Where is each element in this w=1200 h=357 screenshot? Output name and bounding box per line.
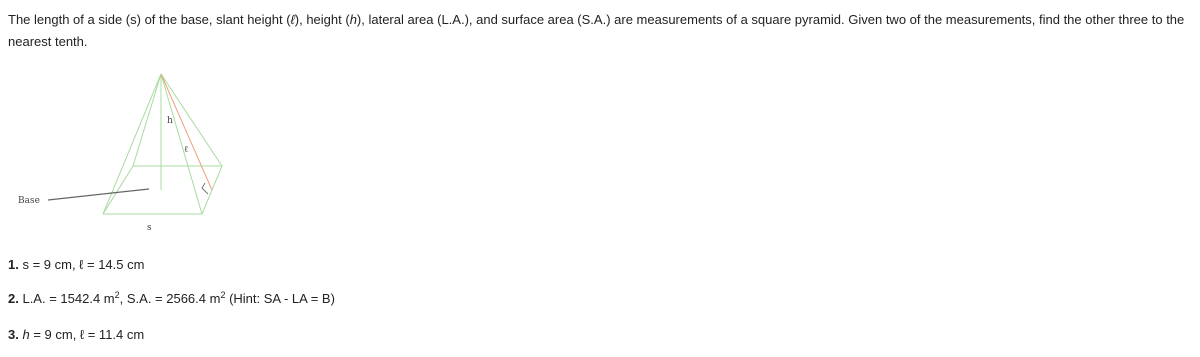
slant-ell-label: ℓ (184, 145, 189, 155)
exponent: 2 (220, 290, 226, 300)
side-s-label: s (147, 223, 152, 233)
lateral-edge-back-left (133, 74, 161, 166)
intro-text-2: ), height ( (294, 12, 350, 27)
problem-number: 3. (8, 327, 19, 342)
instructions-paragraph (8, 9, 1194, 53)
problem-number: 2. (8, 291, 19, 306)
pyramid-diagram (8, 68, 248, 238)
problem-1 (8, 256, 144, 274)
height-symbol: h (349, 12, 357, 27)
lateral-area-text: L.A. = 1542.4 m (22, 291, 115, 306)
exponent: 2 (114, 290, 120, 300)
slant-height-line (161, 74, 212, 190)
height-h-label: h (167, 116, 173, 126)
base-left-back-edge (103, 166, 133, 214)
slant-height-symbol: ℓ (290, 12, 295, 27)
problem-2 (8, 290, 335, 308)
base-pointer-line (48, 189, 149, 200)
base-label: Base (18, 196, 40, 206)
problem-3 (8, 326, 144, 344)
surface-area-text: , S.A. = 2566.4 m (119, 291, 221, 306)
intro-text-1: The length of a side (s) of the base, slant height ( (8, 12, 291, 27)
problem-number: 1. (8, 257, 19, 272)
square-pyramid-figure (8, 68, 248, 238)
problem-text: s = 9 cm, ℓ = 14.5 cm (22, 257, 145, 272)
intro-text-3: ), lateral area (L.A.), and surface area (S.A.) are measurements of a square pyramid. Given two of the measurements, find the other three to the nearest tenth. (8, 12, 1185, 49)
height-symbol: h (22, 327, 30, 342)
right-angle-mark (202, 183, 208, 194)
problem-text: = 9 cm, ℓ = 11.4 cm (29, 327, 145, 342)
hint-text: (Hint: SA - LA = B) (225, 291, 335, 306)
lateral-edge-front-right (161, 74, 202, 214)
